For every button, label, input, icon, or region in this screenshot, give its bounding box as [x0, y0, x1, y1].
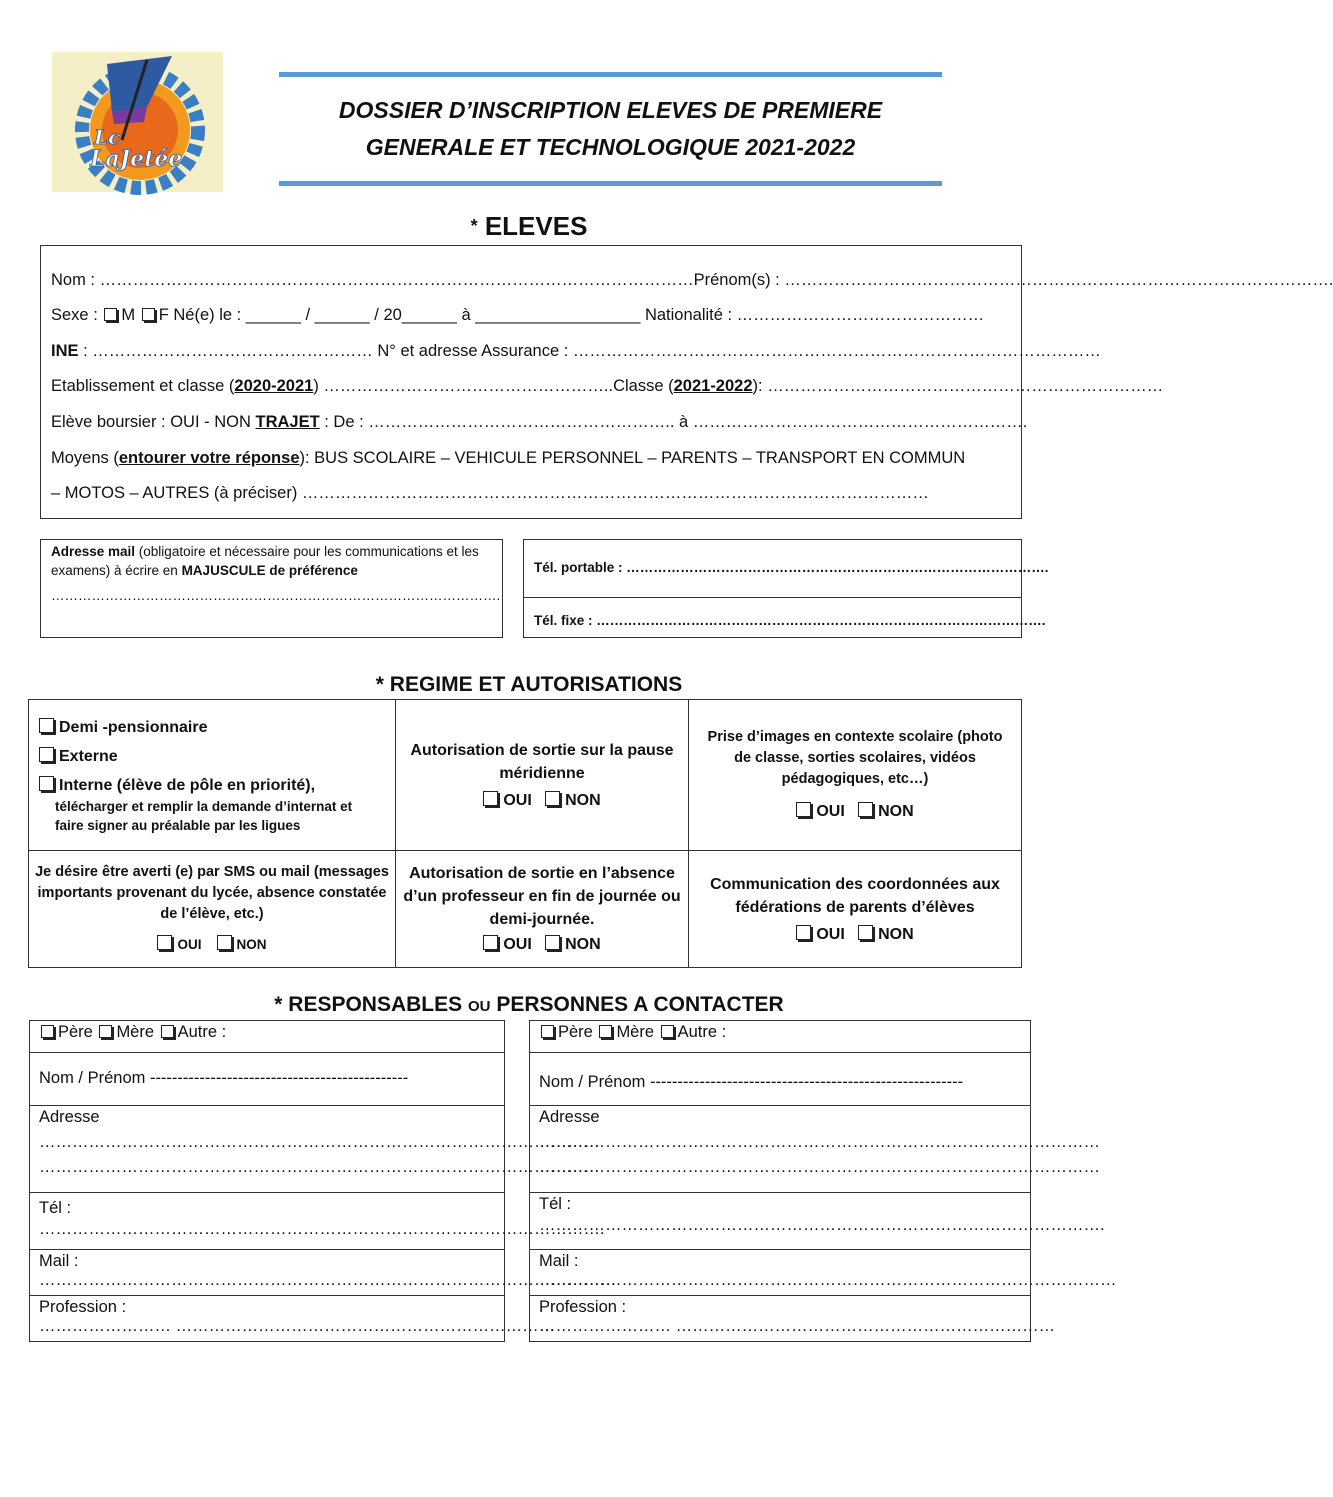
- section-eleves-title: [0, 211, 1058, 242]
- checkbox-icon[interactable]: [39, 747, 54, 762]
- logo-text-bottom: LaJetée: [90, 146, 183, 172]
- nom-prenom-field[interactable]: Nom / Prénom -----------------------------------------------: [30, 1053, 505, 1106]
- school-logo: [52, 52, 223, 192]
- boursier-trajet-line[interactable]: [51, 413, 1027, 432]
- mail-box[interactable]: [40, 539, 503, 638]
- mail-field[interactable]: ……………………………………………………………………………………….: [51, 588, 501, 603]
- title-line-2: GENERALE ET TECHNOLOGIQUE 2021-2022: [365, 134, 856, 160]
- oui-label: OUI: [503, 936, 532, 953]
- checkbox-pere[interactable]: [41, 1025, 54, 1038]
- resp-title-1: * RESPONSABLES: [274, 993, 468, 1016]
- checkbox-icon[interactable]: [217, 935, 232, 950]
- tel-field[interactable]: [30, 1193, 605, 1250]
- oui-label: OUI: [816, 803, 845, 820]
- mail-caps-note: MAJUSCULE de préférence: [181, 563, 358, 578]
- responsable-table-left: [29, 1020, 617, 1342]
- profession-dots: …………………… ……………………………………………………………: [539, 1317, 1056, 1335]
- checkbox-autre[interactable]: [161, 1025, 174, 1038]
- moyens-line-2[interactable]: – MOTOS – AUTRES (à préciser) ……………………………………………………………………………………………………: [51, 484, 929, 502]
- checkbox-icon[interactable]: [545, 791, 560, 806]
- autre-label: Autre :: [677, 1023, 727, 1041]
- checkbox-f[interactable]: [142, 308, 155, 321]
- non-label: NON: [878, 925, 914, 943]
- checkbox-icon[interactable]: [483, 791, 498, 806]
- sortie-absence-label: Autorisation de sortie en l’absence d’un professeur en fin de journée ou demi-journée.: [403, 865, 681, 928]
- checkbox-icon[interactable]: [39, 776, 54, 791]
- adresse-field[interactable]: [530, 1106, 1100, 1193]
- mail-field-resp[interactable]: [30, 1250, 617, 1296]
- checkbox-mere[interactable]: [99, 1025, 112, 1038]
- checkbox-icon[interactable]: [157, 935, 172, 950]
- profession-field[interactable]: [30, 1296, 556, 1342]
- pere-label: Père: [558, 1023, 598, 1041]
- mail-dots: ……………………………………………………………………………………………: [539, 1271, 1117, 1289]
- mail-instructions: [51, 542, 496, 580]
- title-rule-top: [279, 72, 942, 77]
- checkbox-autre[interactable]: [661, 1025, 674, 1038]
- etab-text-1: Etablissement et classe (: [51, 377, 235, 395]
- title-rule-bottom: [279, 181, 942, 186]
- externe-label: Externe: [59, 747, 118, 765]
- etab-text-3: ): ………………………………………………………………: [752, 377, 1164, 395]
- non-label: NON: [236, 937, 267, 952]
- phone-divider: [524, 597, 1021, 598]
- checkbox-mere[interactable]: [599, 1025, 612, 1038]
- relation-row: [30, 1021, 505, 1053]
- sms-label: Je désire être averti (e) par SMS ou mail (messages importants provenant du lycée, absence constatée de l’élève, etc.): [35, 864, 389, 922]
- oui-label: OUI: [177, 937, 202, 952]
- sexe-label: Sexe :: [51, 306, 103, 324]
- mail-label: Adresse mail: [51, 544, 136, 559]
- relation-row: [530, 1021, 1031, 1053]
- adresse-dots-1: …………………………………………………………………………………………: [39, 1133, 600, 1151]
- communication-label: Communication des coordonnées aux fédérations de parents d’élèves: [710, 875, 1000, 916]
- tel-label: Tél :: [39, 1199, 72, 1217]
- birth-nationality-fields: F Né(e) le : ______ / ______ / 20______ à __________________ Nationalité : ………………………………………: [158, 306, 985, 324]
- profession-field[interactable]: [530, 1296, 1056, 1342]
- sexe-line[interactable]: [51, 306, 984, 325]
- eleves-box: [40, 245, 1333, 519]
- section-regime-title: * REGIME ET AUTORISATIONS: [375, 673, 683, 696]
- profession-label: Profession :: [39, 1298, 127, 1316]
- year-2021-2022: 2021-2022: [673, 377, 753, 395]
- regime-cell: [29, 700, 396, 851]
- tel-fixe-field[interactable]: Tél. fixe : ……………………………………………………………………………………….: [534, 613, 1046, 628]
- title-line-1: DOSSIER D’INSCRIPTION ELEVES DE PREMIERE: [338, 97, 883, 123]
- adresse-dots-2: …………………………………………………………………………………………: [539, 1158, 1100, 1176]
- checkbox-icon[interactable]: [545, 935, 560, 950]
- sortie-pause-label: Autorisation de sortie sur la pause méridienne: [410, 741, 674, 782]
- resp-title-ou: OU: [467, 998, 491, 1015]
- mail-dots: ……………………………………………………………………………………………: [39, 1271, 617, 1289]
- adresse-dots-1: …………………………………………………………………………………………: [539, 1133, 1100, 1151]
- adresse-label: Adresse: [539, 1108, 600, 1126]
- checkbox-m[interactable]: [104, 308, 117, 321]
- mail-field-resp[interactable]: [530, 1250, 1117, 1296]
- responsable-table-right: [529, 1020, 1117, 1342]
- adresse-dots-2: …………………………………………………………………………………………: [39, 1158, 600, 1176]
- images-cell: [689, 700, 1022, 851]
- tel-dots: ………………………………………………………………………………………….: [539, 1216, 1105, 1234]
- moyens-options: ): BUS SCOLAIRE – VEHICULE PERSONNEL – PARENTS – TRANSPORT EN COMMUN: [299, 449, 966, 467]
- profession-dots: …………………… ……………………………………………………………: [39, 1317, 556, 1335]
- sortie-pause-cell: [396, 700, 689, 851]
- section-responsables-title: [0, 993, 1058, 1017]
- tel-field[interactable]: [530, 1193, 1105, 1250]
- adresse-field[interactable]: [30, 1106, 600, 1193]
- profession-label: Profession :: [539, 1298, 627, 1316]
- trajet-label: TRAJET: [255, 413, 320, 431]
- autre-label: Autre :: [177, 1023, 227, 1041]
- oui-label: OUI: [816, 925, 845, 943]
- mail-label-resp: Mail :: [539, 1252, 579, 1270]
- sexe-m-label: M: [121, 306, 140, 324]
- ine-label: INE: [51, 342, 79, 360]
- tel-label: Tél :: [539, 1195, 572, 1213]
- phone-box: [523, 539, 1049, 638]
- option-externe[interactable]: [39, 745, 389, 768]
- checkbox-icon[interactable]: [858, 802, 873, 817]
- nom-prenom-field[interactable]: Nom / Prénom ---------------------------------------------------------: [530, 1053, 1031, 1106]
- boursier-field: Elève boursier : OUI - NON: [51, 413, 256, 431]
- sms-cell: [29, 851, 396, 968]
- logo-emblem: [52, 52, 223, 192]
- option-demi[interactable]: [39, 716, 389, 739]
- resp-title-2: PERSONNES A CONTACTER: [490, 993, 784, 1016]
- non-label: NON: [565, 936, 601, 953]
- mere-label: Mère: [116, 1023, 159, 1041]
- mere-label: Mère: [616, 1023, 659, 1041]
- interne-label: Interne (élève de pôle en priorité),: [59, 776, 316, 794]
- moyens-instruction: entourer votre réponse: [118, 449, 300, 467]
- checkbox-icon[interactable]: [796, 802, 811, 817]
- tel-portable-field[interactable]: Tél. portable : ………………………………………………………………………………….: [534, 560, 1049, 575]
- checkbox-icon[interactable]: [39, 718, 54, 733]
- interne-note: télécharger et remplir la demande d’internat et faire signer au préalable par les ligues: [55, 798, 353, 833]
- tel-dots: ………………………………………………………………………………………….: [39, 1220, 605, 1238]
- moyens-line[interactable]: [51, 449, 965, 468]
- ine-line[interactable]: [51, 342, 1101, 361]
- section-star: *: [470, 216, 478, 236]
- checkbox-pere[interactable]: [541, 1025, 554, 1038]
- sortie-absence-cell: [396, 851, 689, 968]
- document-title: [279, 92, 942, 166]
- ine-assurance-fields: : …………………………………………… N° et adresse Assurance : ……………………………………………………………………………………: [78, 342, 1101, 360]
- year-2020-2021: 2020-2021: [234, 377, 314, 395]
- adresse-label: Adresse: [39, 1108, 100, 1126]
- pere-label: Père: [58, 1023, 98, 1041]
- mail-label-resp: Mail :: [39, 1252, 79, 1270]
- communication-cell: [689, 851, 1022, 968]
- checkbox-icon[interactable]: [483, 935, 498, 950]
- section-eleves-label: ELEVES: [484, 211, 588, 241]
- etablissement-line[interactable]: [51, 377, 1163, 396]
- trajet-fields: : De : ……………………………………………….. à …………………………………………………….: [319, 413, 1028, 431]
- checkbox-icon[interactable]: [858, 925, 873, 940]
- moyens-text-1: Moyens (: [51, 449, 119, 467]
- mail-note: (obligatoire et nécessaire pour les communications et les examens) à écrire en: [51, 544, 479, 578]
- etab-text-2: ) ……………………………………………..Classe (: [313, 377, 674, 395]
- non-label: NON: [878, 803, 914, 820]
- nom-line[interactable]: Nom : ………………………………………………………………………………………………Prénom(s) : ……………………………………………………………………………………….: [51, 271, 1333, 289]
- logo-text-top: Lc: [94, 125, 121, 149]
- oui-label: OUI: [503, 791, 532, 809]
- images-label: Prise d’images en contexte scolaire (photo de classe, sorties scolaires, vidéos pédagogiques, etc…): [707, 729, 1003, 787]
- option-interne[interactable]: [39, 774, 389, 797]
- non-label: NON: [565, 791, 601, 809]
- demi-label: Demi -pensionnaire: [59, 718, 208, 736]
- regime-table: [28, 699, 1022, 968]
- checkbox-icon[interactable]: [796, 925, 811, 940]
